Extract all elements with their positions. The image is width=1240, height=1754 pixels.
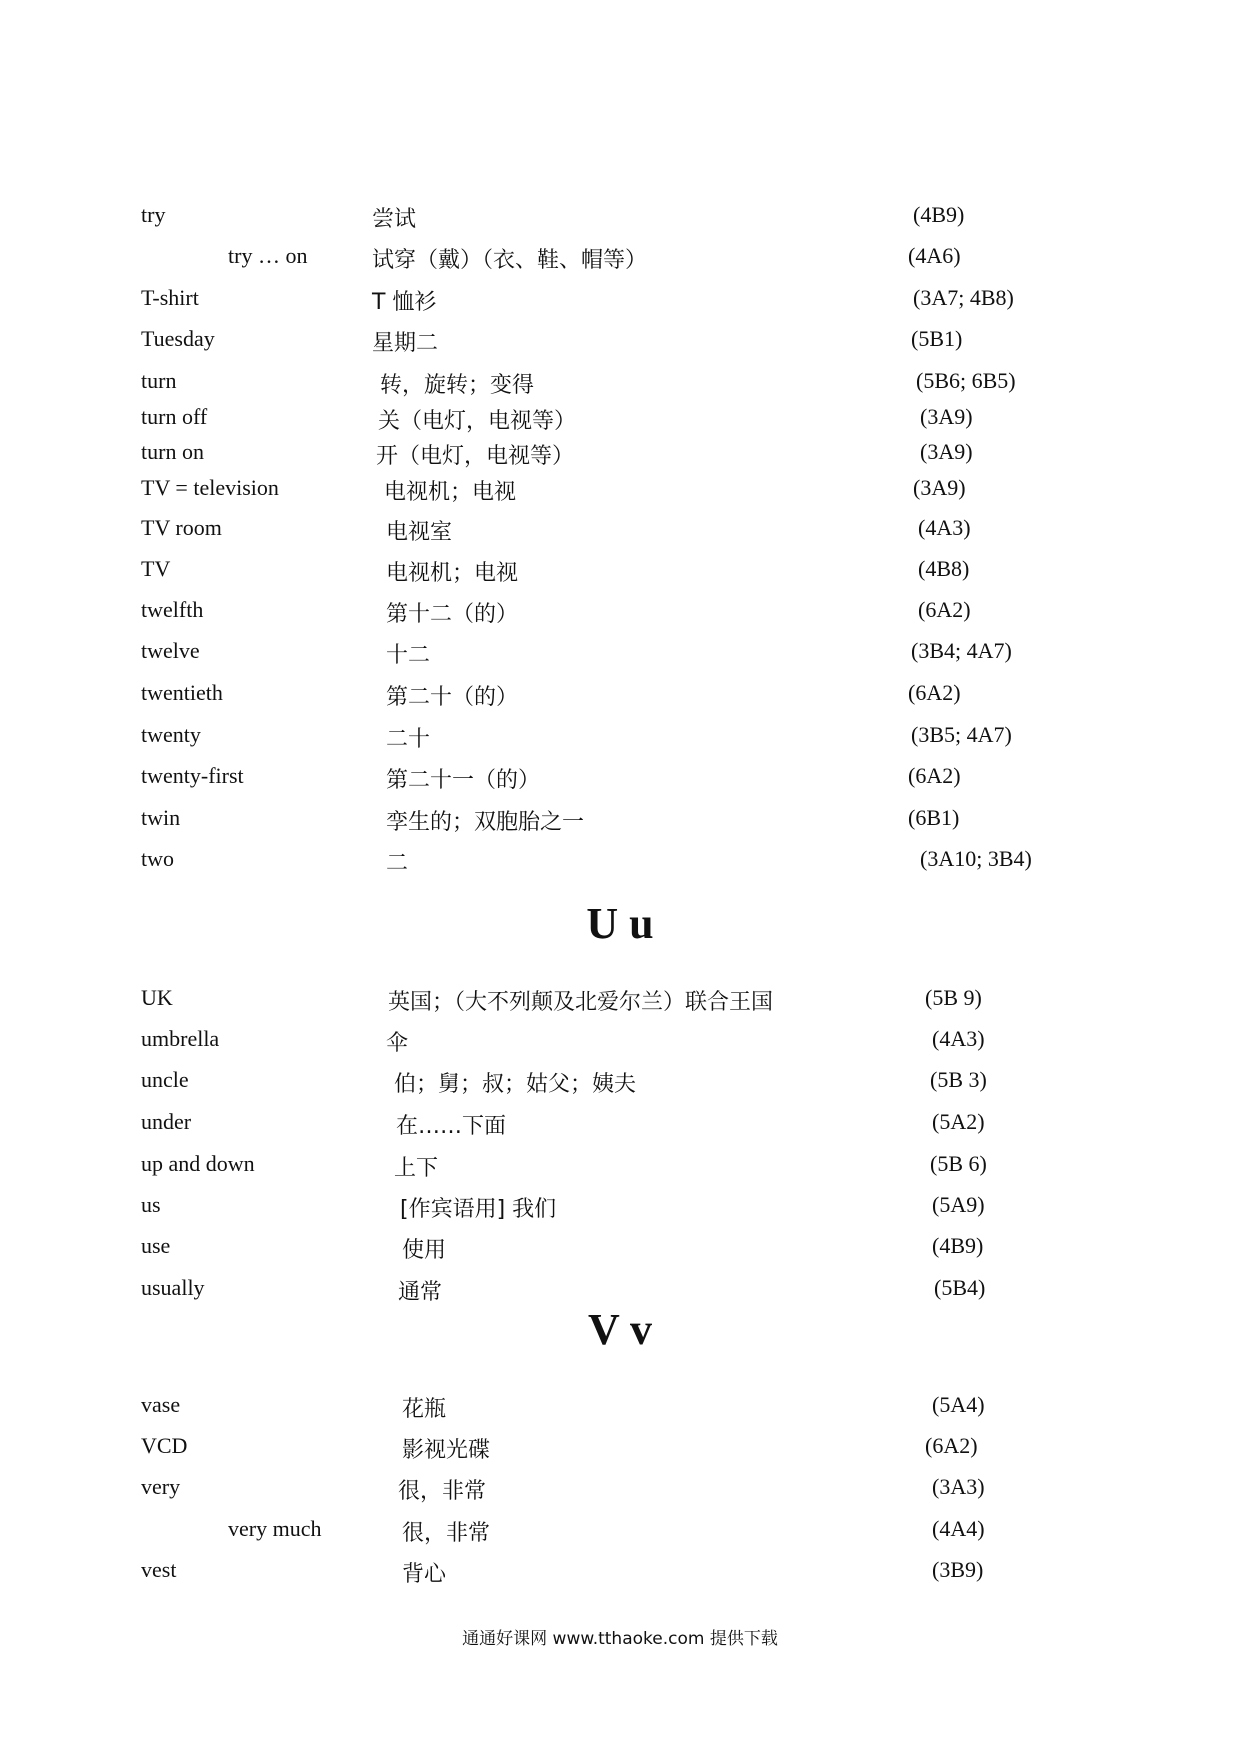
entry-word: uncle [141, 1067, 189, 1092]
entry-meaning: 使用 [402, 1238, 447, 1263]
entry-ref: (3B5; 4A7) [911, 722, 1012, 747]
section-heading-v: V v [588, 1305, 652, 1354]
entry-ref: (5B6; 6B5) [916, 368, 1016, 393]
entry-word: TV = television [141, 475, 279, 500]
entry-word: vest [141, 1557, 177, 1582]
entry-row [0, 285, 1240, 321]
entry-row [0, 326, 1240, 362]
entry-meaning: 第二十一（的） [386, 768, 541, 793]
entry-meaning: 很，非常 [402, 1521, 491, 1546]
entry-ref: (3A3) [932, 1474, 985, 1499]
entry-ref: (4B8) [918, 556, 970, 581]
entry-ref: (3A9) [913, 475, 966, 500]
entry-word: TV [141, 556, 171, 581]
entry-ref: (5A2) [932, 1109, 985, 1134]
entry-ref: (6A2) [908, 680, 961, 705]
entry-meaning: 电视机；电视 [386, 561, 519, 586]
entry-meaning: 十二 [386, 643, 431, 668]
entry-meaning: 第十二（的） [386, 602, 519, 627]
entry-word: turn on [141, 439, 204, 464]
entry-word: twelve [141, 638, 200, 663]
entry-row [0, 475, 1240, 511]
entry-ref: (5A4) [932, 1392, 985, 1417]
entry-word: under [141, 1109, 192, 1134]
entry-row [0, 404, 1240, 440]
entry-meaning: 在……下面 [396, 1114, 507, 1139]
entry-meaning: 第二十（的） [386, 685, 519, 710]
entry-meaning: 二十 [386, 727, 431, 752]
entry-meaning: 二 [386, 851, 409, 876]
entry-ref: (5B 3) [930, 1067, 987, 1092]
entry-ref: (5B 6) [930, 1151, 987, 1176]
entry-row [0, 1026, 1240, 1062]
entry-word: twenty [141, 722, 201, 747]
entry-word: TV room [141, 515, 222, 540]
entry-ref: (6A2) [925, 1433, 978, 1458]
entry-word: VCD [141, 1433, 188, 1458]
entry-row [0, 680, 1240, 716]
entry-ref: (4A6) [908, 243, 961, 268]
entry-row [0, 638, 1240, 674]
entry-meaning: T 恤衫 [372, 290, 437, 315]
entry-meaning: 影视光碟 [402, 1438, 491, 1463]
entry-meaning: 通常 [398, 1280, 443, 1305]
entry-word: UK [141, 985, 173, 1010]
entry-row [0, 1192, 1240, 1228]
entry-ref: (3A9) [920, 404, 973, 429]
entry-word: two [141, 846, 174, 871]
entry-ref: (5A9) [932, 1192, 985, 1217]
section-heading-u: U u [586, 899, 654, 948]
entry-meaning: 英国；（大不列颠及北爱尔兰）联合王国 [388, 990, 774, 1015]
entry-word: up and down [141, 1151, 255, 1176]
entry-word: turn off [141, 404, 208, 429]
entry-row [0, 1109, 1240, 1145]
entry-meaning: [作宾语用] 我们 [400, 1197, 557, 1222]
entry-ref: (5B4) [934, 1275, 986, 1300]
entry-word: T-shirt [141, 285, 199, 310]
entry-row [0, 1392, 1240, 1428]
entry-ref: (3B9) [932, 1557, 984, 1582]
entry-ref: (3B4; 4A7) [911, 638, 1012, 663]
entry-ref: (4B9) [913, 202, 965, 227]
entry-meaning: 上下 [394, 1156, 439, 1181]
entry-row [0, 243, 1240, 279]
entry-meaning: 尝试 [372, 207, 417, 232]
entry-meaning: 开（电灯，电视等） [376, 444, 575, 469]
entry-row [0, 202, 1240, 238]
entry-row [0, 1233, 1240, 1269]
entry-ref: (5B 9) [925, 985, 982, 1010]
entry-word: umbrella [141, 1026, 220, 1051]
entry-word: turn [141, 368, 177, 393]
entry-word: us [141, 1192, 161, 1217]
entry-ref: (3A7; 4B8) [913, 285, 1014, 310]
entry-meaning: 背心 [402, 1562, 447, 1587]
entry-word: very [141, 1474, 181, 1499]
entry-word: twentieth [141, 680, 223, 705]
entry-word: twelfth [141, 597, 204, 622]
entry-ref: (6A2) [908, 763, 961, 788]
entry-meaning: 星期二 [372, 331, 439, 356]
entry-row [0, 556, 1240, 592]
entry-meaning: 转，旋转；变得 [380, 373, 535, 398]
entry-row [0, 368, 1240, 404]
entry-ref: (6B1) [908, 805, 960, 830]
entry-row [0, 805, 1240, 841]
entry-ref: (5B1) [911, 326, 963, 351]
entry-row [0, 1067, 1240, 1103]
entry-row [0, 1433, 1240, 1469]
entry-row [0, 1151, 1240, 1187]
entry-row [0, 1474, 1240, 1510]
entry-meaning: 试穿（戴）（衣、鞋、帽等） [372, 248, 648, 273]
entry-ref: (3A10; 3B4) [920, 846, 1032, 871]
entry-ref: (4A4) [932, 1516, 985, 1541]
entry-ref: (4A3) [932, 1026, 985, 1051]
entry-row [0, 439, 1240, 475]
entry-ref: (6A2) [918, 597, 971, 622]
entry-meaning: 电视室 [386, 520, 453, 545]
entry-meaning: 伞 [386, 1031, 409, 1056]
entry-ref: (4B9) [932, 1233, 984, 1258]
entry-word: usually [141, 1275, 205, 1300]
entry-word: twin [141, 805, 181, 830]
entry-meaning: 伯；舅；叔；姑父；姨夫 [394, 1072, 637, 1097]
entry-word: use [141, 1233, 171, 1258]
entry-meaning: 花瓶 [402, 1397, 447, 1422]
entry-row [0, 846, 1240, 882]
entry-row [0, 1557, 1240, 1593]
entry-row [0, 1516, 1240, 1552]
entry-word: try [141, 202, 166, 227]
entry-meaning: 关（电灯，电视等） [378, 409, 577, 434]
page-footer: 通通好课网 www.tthaoke.com 提供下载 [462, 1629, 778, 1649]
entry-meaning: 很，非常 [398, 1479, 487, 1504]
entry-ref: (4A3) [918, 515, 971, 540]
entry-row [0, 763, 1240, 799]
entry-row [0, 722, 1240, 758]
entry-row [0, 597, 1240, 633]
entry-meaning: 孪生的；双胞胎之一 [386, 810, 585, 835]
entry-meaning: 电视机；电视 [384, 480, 517, 505]
entry-word: very much [228, 1516, 322, 1541]
entry-word: Tuesday [141, 326, 215, 351]
entry-word: try … on [228, 243, 308, 268]
entry-word: vase [141, 1392, 181, 1417]
entry-row [0, 985, 1240, 1021]
entry-ref: (3A9) [920, 439, 973, 464]
entry-row [0, 515, 1240, 551]
entry-word: twenty-first [141, 763, 244, 788]
